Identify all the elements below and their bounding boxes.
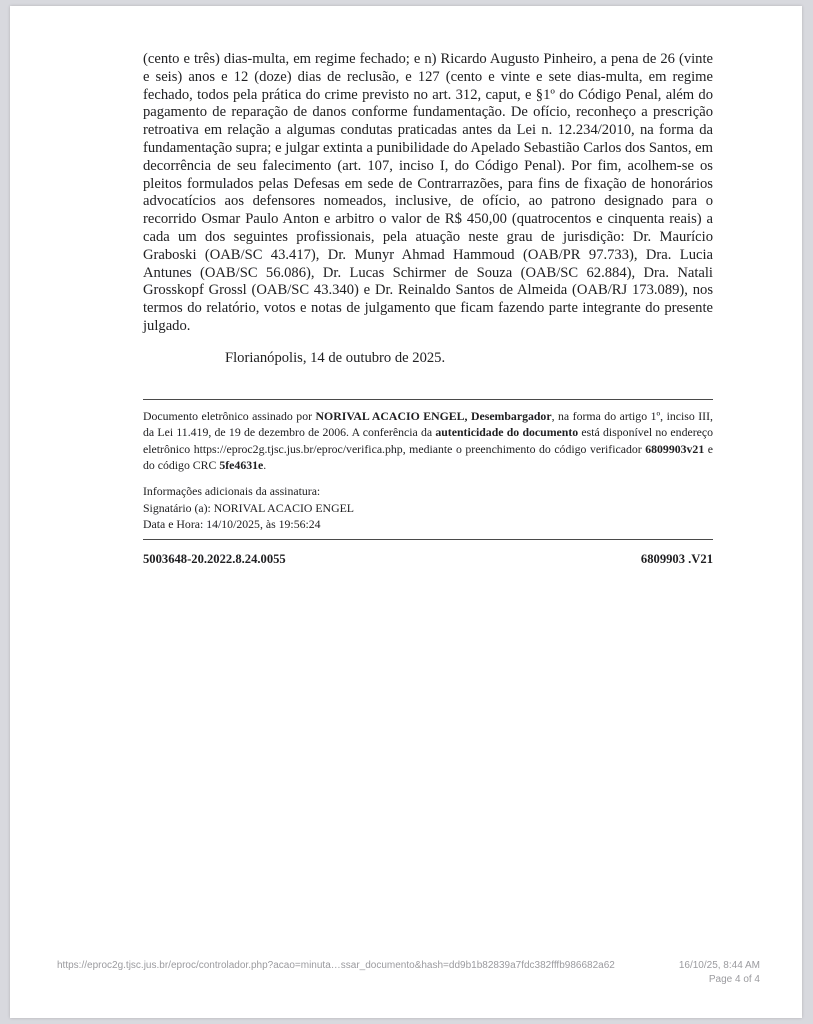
footer-meta bbox=[679, 959, 760, 987]
signature-divider-bottom bbox=[143, 539, 713, 540]
signatory-line: Signatário (a): NORIVAL ACACIO ENGEL bbox=[143, 500, 355, 515]
document-reference-row bbox=[143, 552, 713, 567]
signature-text-segment: e do código CRC bbox=[143, 441, 713, 472]
document-page bbox=[10, 6, 802, 1018]
footer-page-indicator: Page 4 of 4 bbox=[708, 974, 760, 985]
signatory-name-role: NORIVAL ACACIO ENGEL, Desembargador bbox=[315, 408, 552, 423]
print-footer bbox=[57, 959, 760, 987]
electronic-signature-paragraph bbox=[143, 408, 713, 474]
crc-code: 5fe4631e bbox=[219, 457, 264, 472]
signature-text-segment: . bbox=[263, 457, 267, 472]
document-version: 6809903 .V21 bbox=[640, 551, 713, 566]
case-number: 5003648-20.2022.8.24.0055 bbox=[143, 551, 286, 566]
additional-signature-info bbox=[143, 483, 713, 532]
additional-info-heading: Informações adicionais da assinatura: bbox=[143, 484, 321, 499]
date-place-line: Florianópolis, 14 de outubro de 2025. bbox=[225, 349, 446, 366]
document-content bbox=[143, 51, 713, 567]
judgment-body-paragraph: (cento e três) dias-multa, em regime fechado; e n) Ricardo Augusto Pinheiro, a pena de 26 (vinte e seis) anos e 12 (doze) dias de reclusão, e 127 (cento e vinte e sete dias-multa, em regime fechado, todos pela prática do crime previsto no art. 312, caput, e §1º do Código Penal, além do pagamento de reparação de danos conforme fundamentação. De ofício, reconheço a prescrição retroativa em relação a algumas condutas praticadas antes da Lei n. 12.234/2010, na forma da fundamentação supra; e julgar extinta a punibilidade do Apelado Sebastião Carlos dos Santos, em decorrência de seu falecimento (art. 107, inciso I, do Código Penal). Por fim, acolhem-se os pleitos formulados pelas Defesas em sede de Contrarrazões, para fins de fixação de honorários advocatícios aos defensores nomeados, inclusive, de ofício, ao patrono designado para o recorrido Osmar Paulo Anton e arbitro o valor de R$ 450,00 (quatrocentos e cinquenta reais) a cada um dos seguintes profissionais, pela atuação neste grau de jurisdição: Dr. Maurício Graboski (OAB/SC 43.417), Dr. Munyr Ahmad Hammoud (OAB/PR 97.733), Dra. Lucia Antunes (OAB/SC 56.086), Dr. Lucas Schirmer de Souza (OAB/SC 62.884), Dra. Natali Grosskopf Grossl (OAB/SC 43.340) e Dr. Reinaldo Santos de Almeida (OAB/RJ 173.089), nos termos do relatório, votos e notas de julgamento que ficam fazendo parte integrante do presente julgado. bbox=[143, 51, 713, 334]
footer-source-url: https://eproc2g.tjsc.jus.br/eproc/controlador.php?acao=minuta…ssar_documento&hash=dd9b1b82839a7fdc382fffb986682a62 bbox=[57, 960, 615, 971]
footer-print-datetime: 16/10/25, 8:44 AM bbox=[678, 960, 760, 971]
authenticity-emphasis: autenticidade do documento bbox=[435, 425, 579, 440]
signature-divider-top bbox=[143, 399, 713, 400]
signature-text-segment: , na forma do artigo 1º, inciso III, da Lei 11.419, de 19 de dezembro de 2006. A conferência da bbox=[143, 408, 713, 440]
signature-text-segment: está disponível no endereço eletrônico https://eproc2g.tjsc.jus.br/eproc/verifica.php, mediante o preenchimento do código verificador bbox=[143, 425, 714, 456]
verification-code: 6809903v21 bbox=[645, 441, 705, 456]
signature-text-segment: Documento eletrônico assinado por bbox=[143, 408, 316, 423]
signature-datetime-line: Data e Hora: 14/10/2025, às 19:56:24 bbox=[143, 517, 321, 532]
